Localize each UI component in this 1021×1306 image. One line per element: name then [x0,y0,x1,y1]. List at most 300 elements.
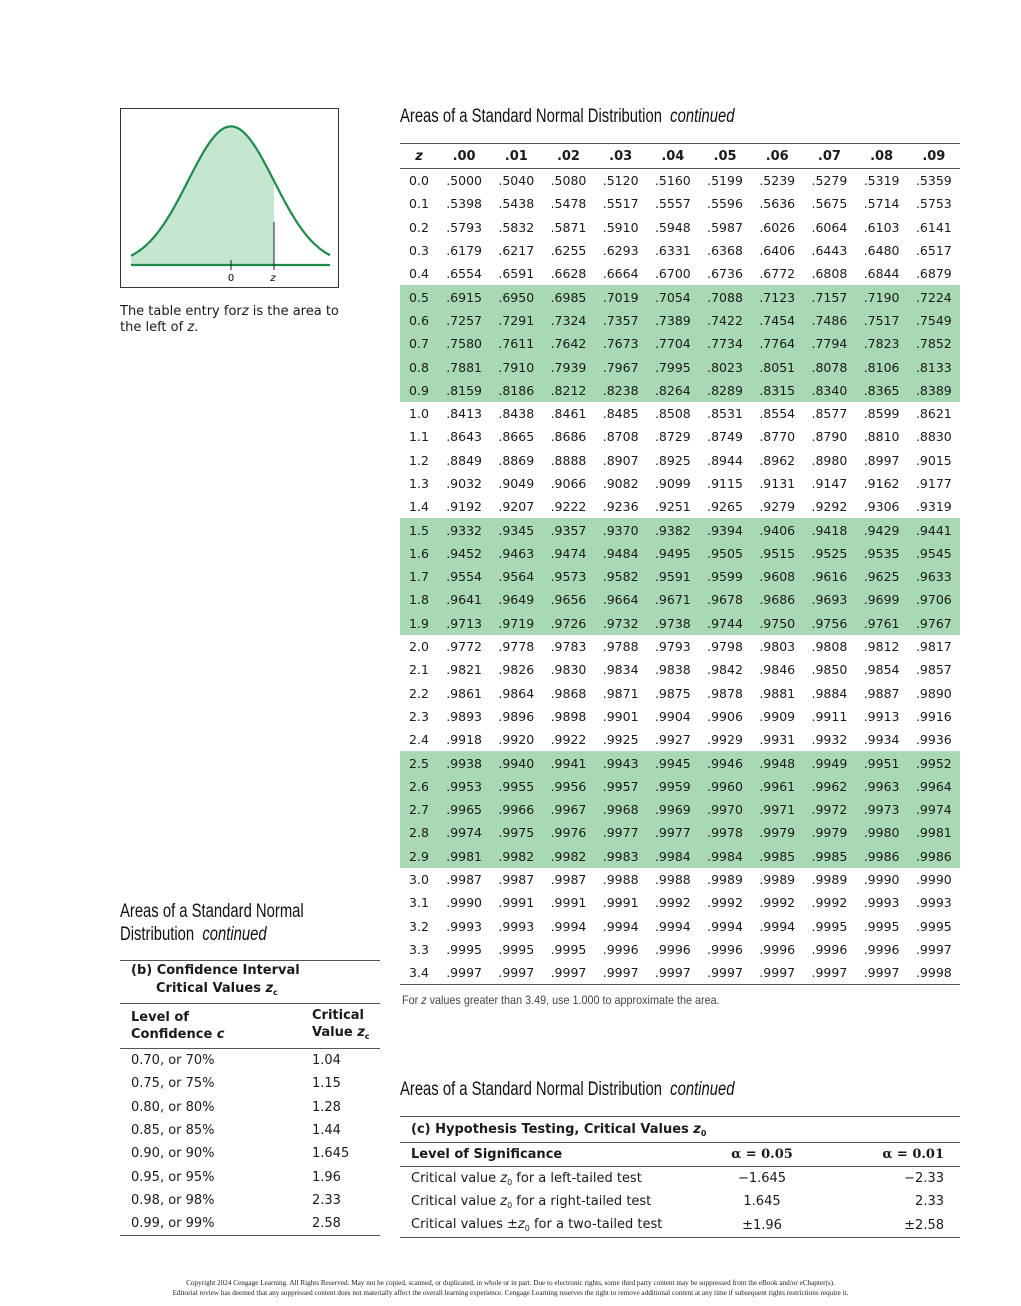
table-cell: .6772 [759,266,796,282]
table-cell: .6443 [811,243,848,259]
table-cell: .9916 [915,708,952,724]
table-cell: .9838 [654,662,691,678]
table-cell: .9554 [438,565,490,588]
table-cell: .9992 [707,895,743,911]
critical-value: 1.44 [312,1123,341,1139]
table-cell: .8159 [438,379,490,402]
table-cell: .9948 [751,751,803,774]
table-cell: .9957 [595,775,647,798]
table-cell: .9992 [654,895,691,911]
table-cell: .6026 [759,219,796,235]
table-cell: .7123 [751,285,803,308]
table-cell: .9951 [856,751,908,774]
header-col: .00 [438,144,490,169]
table-cell: .8708 [602,429,639,445]
table-row [400,309,960,332]
table-cell: .9966 [490,798,542,821]
table-cell: .9726 [542,612,594,635]
table-cell: .7157 [803,285,855,308]
table-cell: .8980 [811,452,848,468]
table-row [400,588,960,611]
table-cell: .8023 [699,355,751,378]
table-cell: .9971 [751,798,803,821]
table-cell: .6179 [446,243,482,259]
alpha-05-value: ±1.96 [711,1214,802,1238]
table-cell: .9975 [490,821,542,844]
table-cell: .9987 [498,872,535,888]
table-footnote: For z values greater than 3.49, use 1.000 to approximate the area. [402,993,720,1007]
table-cell: .9985 [751,845,803,868]
table-cell: .9995 [863,918,900,934]
table-row [120,1049,380,1073]
table-cell: .9671 [647,588,699,611]
row-z-value: 2.3 [409,708,429,724]
table-cell: .9821 [446,662,482,678]
shaded-area [131,126,274,265]
table-cell: .8888 [550,452,587,468]
table-cell: .9981 [438,845,490,868]
table-cell: .5319 [863,173,900,189]
table-cell: .9972 [803,798,855,821]
table-cell: .8643 [446,429,482,445]
table-row [120,1189,380,1212]
confidence-level: 0.95, or 95% [131,1169,215,1185]
header-col: .02 [542,144,594,169]
table-cell: .8340 [803,379,855,402]
table-cell: .9990 [915,872,952,888]
table-cell: .9995 [550,941,587,957]
table-cell: .9977 [647,821,699,844]
table-cell: .9984 [647,845,699,868]
table-cell: .5080 [550,173,587,189]
table-row [120,1096,380,1119]
table-cell: .9515 [751,542,803,565]
table-cell: .9934 [863,732,900,748]
table-cell: .9756 [803,612,855,635]
table-row [400,938,960,961]
table-cell: .9834 [602,662,639,678]
header-col: .05 [699,144,751,169]
table-row [400,682,960,705]
table-cell: .6368 [707,243,743,259]
table-cell: .6700 [654,266,691,282]
row-z-value: 2.0 [409,639,429,655]
table-cell: .9750 [751,612,803,635]
table-cell: .7673 [595,332,647,355]
table-cell: .9861 [446,685,482,701]
table-cell: .9545 [908,542,960,565]
table-cell: .9996 [863,941,900,957]
table-cell: .9898 [550,708,587,724]
table-cell: .9177 [915,476,952,491]
header-col: .01 [490,144,542,169]
table-cell: .9826 [498,662,535,678]
table-cell: .9987 [550,872,587,888]
table-cell: .9927 [654,732,691,748]
row-z-value: 0.0 [409,173,429,189]
standard-normal-table [400,143,960,985]
table-cell: .9875 [654,685,691,701]
desc-post: for a right-tailed test [512,1193,652,1209]
table-cell: .9418 [803,518,855,541]
table-cell: .9995 [446,941,482,957]
table-cell: .7910 [490,355,542,378]
table-cell: .6406 [759,243,796,259]
c-table-heading: (c) Hypothesis Testing, Critical Values $z_0$ [400,1117,960,1143]
table-cell: .9988 [602,872,639,888]
table-cell: .5438 [498,196,535,212]
critical-value: 1.645 [312,1146,350,1162]
table-cell: .9998 [908,961,960,985]
table-cell: .9406 [751,518,803,541]
table-cell: .6808 [811,266,848,282]
table-cell: .9997 [803,961,855,985]
desc-pre: Critical values ± [411,1217,518,1233]
table-cell: .9319 [915,499,952,515]
table-cell: .9989 [759,872,796,888]
table-row [400,402,960,425]
table-cell: .9995 [915,918,952,934]
critical-value: 1.15 [312,1076,341,1092]
alpha-05-value: −1.645 [737,1171,787,1187]
table-cell: .9997 [856,961,908,985]
row-z-value: 2.6 [400,775,438,798]
row-z-value: 0.8 [400,355,438,378]
table-cell: .5910 [602,219,639,235]
row-z-value: 1.1 [409,429,429,445]
table-cell: .6844 [863,266,900,282]
table-cell: .9192 [446,499,482,515]
table-cell: .9761 [856,612,908,635]
table-cell: .9738 [647,612,699,635]
table-cell: .9985 [803,845,855,868]
row-z-value: 1.3 [409,476,429,491]
table-cell: .9993 [863,895,900,911]
table-cell: .9868 [550,685,587,701]
table-cell: .9911 [811,708,848,724]
table-cell: .7881 [438,355,490,378]
b-section-title: Areas of a Standard Normal Distribution continued [120,901,304,945]
table-cell: .7357 [595,309,647,332]
table-cell: .9812 [863,639,900,655]
table-cell: .9871 [602,685,639,701]
row-z-value: 0.2 [409,219,429,235]
table-cell: .9279 [759,499,796,515]
row-z-value: 0.9 [400,379,438,402]
table-cell: .7324 [542,309,594,332]
table-cell: .9992 [759,895,796,911]
row-z-value: 2.4 [409,732,429,748]
c-section-title: Areas of a Standard Normal Distribution continued [400,1079,735,1100]
table-cell: .8830 [915,429,952,445]
table-cell: .5948 [654,219,691,235]
table-cell: .7967 [595,355,647,378]
table-cell: .9980 [856,821,908,844]
table-cell: .6217 [498,243,535,259]
desc-z: z [500,1193,508,1209]
header-col: .04 [647,144,699,169]
table-cell: .5040 [498,173,535,189]
table-cell: .9997 [595,961,647,985]
table-cell: .6331 [654,243,691,259]
table-cell: .8186 [490,379,542,402]
table-cell: .9994 [654,918,691,934]
table-cell: .9878 [707,685,743,701]
normal-curve-graphic [121,109,340,289]
table-cell: .9946 [699,751,751,774]
table-cell: .9929 [707,732,743,748]
table-cell: .9345 [490,518,542,541]
desc-sub: 0 [507,1200,513,1210]
table-cell: .5675 [811,196,848,212]
table-cell: .8925 [654,452,691,468]
table-row [400,868,960,891]
table-cell: .7704 [647,332,699,355]
table-cell: .9988 [654,872,691,888]
table-row [400,705,960,728]
row-z-value: 3.1 [409,895,429,911]
table-cell: .7454 [751,309,803,332]
header-z: z [400,144,438,169]
table-cell: .5557 [654,196,691,212]
table-cell: .9664 [595,588,647,611]
table-cell: .8051 [751,355,803,378]
table-cell: .8849 [446,452,482,468]
table-cell: .9936 [915,732,952,748]
confidence-level: 0.99, or 99% [120,1212,301,1236]
table-cell: .8212 [542,379,594,402]
table-cell: .8461 [550,406,587,422]
table-cell: .7422 [699,309,751,332]
table-cell: .7019 [595,285,647,308]
table-cell: .8413 [446,406,482,422]
row-z-value: 1.0 [409,406,429,422]
table-cell: .9625 [856,565,908,588]
table-cell: .9394 [699,518,751,541]
table-row [400,449,960,472]
table-cell: .7224 [908,285,960,308]
table-cell: .9306 [863,499,900,515]
table-cell: .9236 [602,499,639,515]
header-col: .07 [803,144,855,169]
table-cell: .7190 [856,285,908,308]
table-cell: .5120 [602,173,639,189]
table-row [120,1072,380,1095]
desc-post: for a left-tailed test [512,1170,642,1186]
table-cell: .9222 [550,499,587,515]
table-cell: .7939 [542,355,594,378]
table-cell: .5160 [654,173,691,189]
table-row [120,1119,380,1142]
table-cell: .9938 [438,751,490,774]
table-row [120,1212,380,1236]
row-z-value: 1.6 [400,542,438,565]
table-cell: .5793 [446,219,482,235]
test-description [400,1214,711,1238]
table-cell: .9842 [707,662,743,678]
table-cell: .9955 [490,775,542,798]
table-row [400,355,960,378]
table-cell: .9772 [446,639,482,655]
table-cell: .8238 [595,379,647,402]
table-cell: .9997 [542,961,594,985]
table-cell: .9991 [550,895,587,911]
table-cell: .9963 [856,775,908,798]
table-cell: .9931 [759,732,796,748]
table-cell: .9991 [602,895,639,911]
table-cell: .9332 [438,518,490,541]
table-cell: .9989 [811,872,848,888]
table-cell: .8944 [707,452,743,468]
table-cell: .9993 [446,918,482,934]
c-column-headers: Level of Significance α = 0.05 α = 0.01 [400,1143,960,1167]
critical-value: 2.58 [301,1212,380,1236]
table-cell: .7611 [490,332,542,355]
table-cell: .6255 [550,243,587,259]
table-cell: .9943 [595,751,647,774]
table-row [400,262,960,285]
table-cell: .8389 [908,379,960,402]
table-row [400,845,960,868]
table-cell: .7580 [438,332,490,355]
table-cell: .9949 [803,751,855,774]
table-cell: .9686 [751,588,803,611]
table-cell: .9974 [438,821,490,844]
table-cell: .5714 [863,196,900,212]
table-cell: .9979 [803,821,855,844]
table-cell: .8133 [908,355,960,378]
row-z-value: 1.8 [400,588,438,611]
row-z-value: 2.1 [409,662,429,678]
table-cell: .6915 [438,285,490,308]
table-cell: .7291 [490,309,542,332]
table-cell: .9032 [446,476,482,491]
table-cell: .9993 [498,918,535,934]
table-cell: .9474 [542,542,594,565]
table-cell: .9997 [647,961,699,985]
table-cell: .8621 [915,406,952,422]
table-row [400,169,960,193]
table-cell: .9983 [595,845,647,868]
table-row [400,425,960,448]
table-row [400,635,960,658]
table-cell: .5279 [811,173,848,189]
table-cell: .8686 [550,429,587,445]
table-cell: .7794 [803,332,855,355]
table-row [400,542,960,565]
table-cell: .9909 [759,708,796,724]
table-cell: .9953 [438,775,490,798]
confidence-level: 0.75, or 75% [131,1076,215,1092]
label-z: z [270,273,276,284]
row-z-value: 0.7 [400,332,438,355]
table-cell: .8577 [811,406,848,422]
table-cell: .9719 [490,612,542,635]
table-cell: .9996 [811,941,848,957]
table-cell: .9979 [751,821,803,844]
alpha-01-value: 2.33 [915,1194,944,1210]
table-row [120,1142,380,1165]
table-cell: .9989 [707,872,743,888]
table-cell: .9881 [759,685,796,701]
table-cell: .8106 [856,355,908,378]
desc-pre: Critical value [411,1193,501,1209]
table-cell: .9803 [759,639,796,655]
table-cell: .8485 [602,406,639,422]
table-cell: .9066 [550,476,587,491]
table-row [400,332,960,355]
table-cell: .7642 [542,332,594,355]
table-cell: .9582 [595,565,647,588]
table-cell: .6554 [446,266,482,282]
table-cell: .7549 [908,309,960,332]
table-row [400,1167,960,1191]
table-cell: .9429 [856,518,908,541]
table-cell: .9591 [647,565,699,588]
table-cell: .8264 [647,379,699,402]
normal-curve-figure [120,108,339,288]
row-z-value: 1.5 [400,518,438,541]
table-cell: .9115 [707,476,743,491]
table-cell: .9713 [438,612,490,635]
table-cell: .9994 [550,918,587,934]
table-cell: .9974 [908,798,960,821]
table-row [400,728,960,751]
table-cell: .6591 [498,266,535,282]
table-cell: .7995 [647,355,699,378]
table-cell: .9997 [699,961,751,985]
table-row [400,239,960,262]
table-cell: .9968 [595,798,647,821]
confidence-level: 0.90, or 90% [131,1146,215,1162]
table-cell: .9633 [908,565,960,588]
table-cell: .8531 [707,406,743,422]
table-cell: .5871 [550,219,587,235]
table-cell: .5478 [550,196,587,212]
row-z-value: 2.8 [400,821,438,844]
table-cell: .6628 [550,266,587,282]
table-cell: .6480 [863,243,900,259]
test-description [400,1190,711,1213]
table-cell: .9986 [856,845,908,868]
table-cell: .9535 [856,542,908,565]
header-col: .08 [856,144,908,169]
table-cell: .9463 [490,542,542,565]
table-cell: .5987 [707,219,743,235]
table-row [400,518,960,541]
table-cell: .5753 [915,196,952,212]
table-cell: .9049 [498,476,535,491]
table-cell: .9788 [602,639,639,655]
table-cell: .9564 [490,565,542,588]
table-cell: .9997 [751,961,803,985]
table-cell: .9767 [908,612,960,635]
table-cell: .9854 [863,662,900,678]
table-row [400,961,960,985]
row-z-value: 2.7 [400,798,438,821]
table-cell: .9793 [654,639,691,655]
table-cell: .8365 [856,379,908,402]
table-cell: .9945 [647,751,699,774]
critical-value: 2.33 [312,1192,341,1208]
table-row [120,1165,380,1188]
table-cell: .6985 [542,285,594,308]
table-cell: .9965 [438,798,490,821]
row-z-value: 0.1 [409,196,429,212]
alpha-05-value: 1.645 [743,1194,781,1210]
table-cell: .9893 [446,708,482,724]
table-cell: .9901 [602,708,639,724]
